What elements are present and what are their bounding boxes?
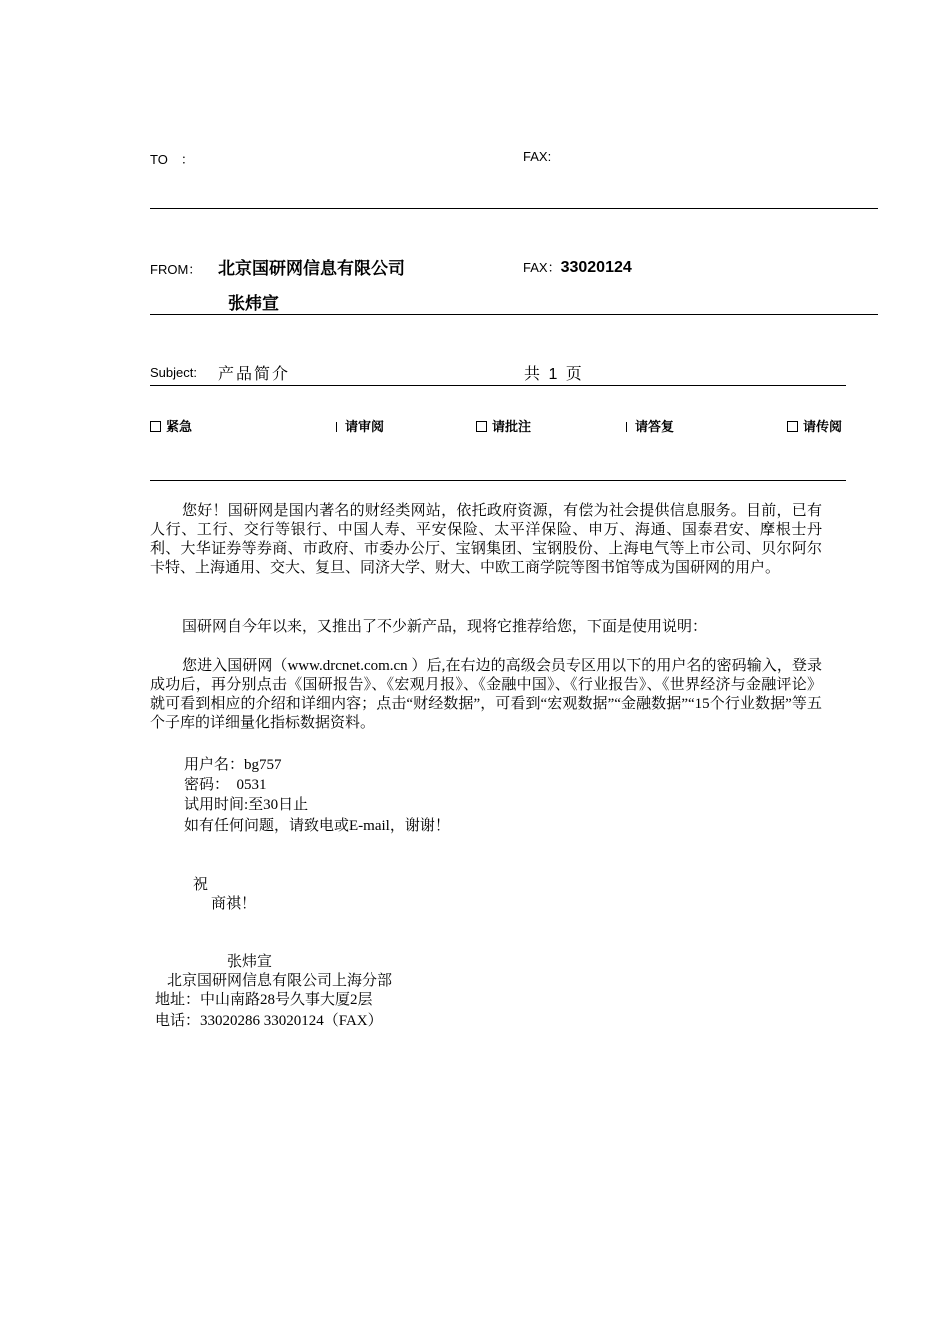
closing-blessing: 商祺！ [211, 896, 257, 912]
checkbox-icon [150, 421, 161, 432]
closing-wish: 祝 [193, 877, 209, 893]
glyph-icon [626, 422, 630, 432]
body-paragraph-new-products: 国研网自今年以来，又推出了不少新产品，现将它推荐给您，下面是使用说明： [182, 619, 708, 635]
to-label: TO ： [150, 152, 194, 167]
option-label: 请答复 [635, 419, 675, 434]
signature-name: 张炜宣 [227, 954, 273, 970]
divider-from [150, 314, 878, 315]
signature-address: 地址：中山南路28号久事大厦2层 [155, 992, 373, 1008]
from-fax [523, 257, 632, 277]
checkbox-icon [787, 421, 798, 432]
divider-options [150, 480, 846, 481]
body-paragraph-instructions: 您进入国研网（www.drcnet.com.cn ）后,在右边的高级会员专区用以下的用户名的密码输入，登录成功后，再分别点击《国研报告》、《宏观月报》、《金融中国》、《行业报告》、《世界经济与金融评论》就可看到相应的介绍和详细内容；点击“财经数据”，可看到“宏观数据”“金融数据”“15个行业数据”等五个子库的详细量化指标数据资料。 [150, 658, 822, 731]
option-label: 请审阅 [345, 419, 385, 434]
divider-to [150, 208, 878, 209]
option-label: 请批注 [492, 419, 532, 434]
option-label: 请传阅 [803, 419, 843, 434]
subject-label: Subject: [150, 365, 197, 380]
signature-company: 北京国研网信息有限公司上海分部 [167, 973, 393, 989]
body-paragraph-intro: 您好！国研网是国内著名的财经类网站，依托政府资源，有偿为社会提供信息服务。目前，已有人行、工行、交行等银行、中国人寿、平安保险、太平洋保险、申万、海通、国泰君安、摩根士丹利、大华证券等券商、市政府、市委办公厅、宝钢集团、宝钢股份、上海电气等上市公司、贝尔阿尔卡特、上海通用、交大、复旦、同济大学、财大、中欧工商学院等图书馆等成为国研网的用户。 [150, 503, 822, 576]
from-person: 张炜宣 [228, 294, 279, 313]
trial-line: 试用时间:至30日止 [184, 797, 309, 813]
divider-subject [150, 385, 846, 386]
option-label: 紧急 [166, 419, 193, 434]
option-urgent[interactable] [150, 416, 192, 435]
from-company: 北京国研网信息有限公司 [218, 259, 405, 278]
glyph-icon [336, 422, 340, 432]
from-fax-value: 33020124 [560, 259, 632, 276]
password-line: 密码： 0531 [184, 777, 267, 793]
option-annotate[interactable] [476, 416, 531, 435]
to-fax-label: FAX: [523, 149, 552, 164]
option-circulate[interactable] [787, 416, 842, 435]
username-line: 用户名：bg757 [184, 757, 282, 773]
subject-value: 产品简介 [218, 366, 291, 383]
signature-phone: 电话：33020286 33020124（FAX） [155, 1013, 383, 1029]
contact-line: 如有任何问题，请致电或E-mail，谢谢！ [184, 818, 450, 834]
option-review[interactable] [336, 416, 384, 435]
checkbox-icon [476, 421, 487, 432]
option-reply[interactable] [626, 416, 674, 435]
page-count: 共 1 页 [524, 366, 584, 383]
from-fax-label: FAX： [523, 260, 561, 275]
from-label: FROM： [150, 262, 202, 277]
